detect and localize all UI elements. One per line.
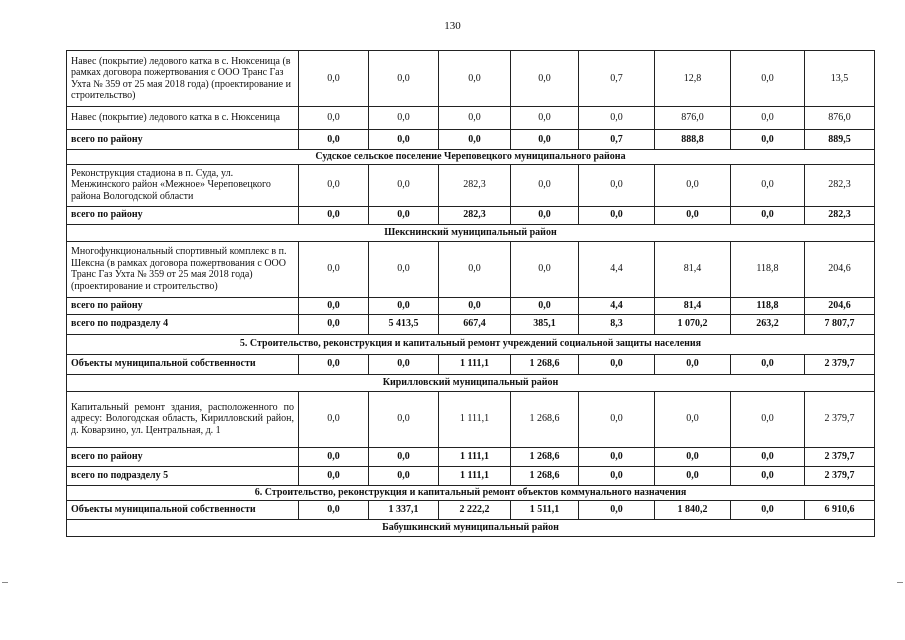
value-cell: 0,0 bbox=[511, 206, 579, 224]
section-header-row bbox=[67, 519, 875, 536]
value-cell: 0,0 bbox=[731, 354, 805, 374]
value-cell: 0,0 bbox=[369, 241, 439, 297]
value-cell: 0,0 bbox=[299, 500, 369, 519]
value-cell: 0,0 bbox=[299, 164, 369, 206]
table-row bbox=[67, 391, 875, 447]
value-cell: 282,3 bbox=[439, 206, 511, 224]
value-cell: 0,0 bbox=[579, 164, 655, 206]
value-cell: 8,3 bbox=[579, 314, 655, 334]
subtotal-row bbox=[67, 297, 875, 314]
value-cell: 0,0 bbox=[579, 466, 655, 485]
value-cell: 0,0 bbox=[299, 447, 369, 466]
value-cell: 12,8 bbox=[655, 51, 731, 107]
table-row bbox=[67, 51, 875, 107]
value-cell: 0,0 bbox=[579, 447, 655, 466]
value-cell: 4,4 bbox=[579, 297, 655, 314]
value-cell: 0,0 bbox=[439, 51, 511, 107]
table-row bbox=[67, 107, 875, 130]
value-cell: 0,0 bbox=[439, 297, 511, 314]
section-title: Бабушкинский муниципальный район bbox=[67, 519, 875, 536]
value-cell: 118,8 bbox=[731, 241, 805, 297]
value-cell: 0,0 bbox=[731, 51, 805, 107]
value-cell: 0,0 bbox=[369, 107, 439, 130]
section-header-row bbox=[67, 334, 875, 354]
row-label: Навес (покрытие) ледового катка в с. Нюксеница (в рамках договора пожертвования с ООО Транс Газ Ухта № 359 от 25 мая 2018 года) (проектирование и строительство) bbox=[67, 51, 299, 107]
row-label: всего по району bbox=[67, 297, 299, 314]
scan-edge-mark bbox=[897, 582, 903, 583]
row-label: всего по району bbox=[67, 206, 299, 224]
value-cell: 1 337,1 bbox=[369, 500, 439, 519]
value-cell: 1 111,1 bbox=[439, 466, 511, 485]
value-cell: 0,0 bbox=[731, 107, 805, 130]
total-cell: 6 910,6 bbox=[805, 500, 875, 519]
value-cell: 0,0 bbox=[655, 447, 731, 466]
value-cell: 0,0 bbox=[369, 466, 439, 485]
section-title: Кирилловский муниципальный район bbox=[67, 374, 875, 391]
value-cell: 0,0 bbox=[369, 297, 439, 314]
row-label: Навес (покрытие) ледового катка в с. Нюксеница bbox=[67, 107, 299, 130]
value-cell: 0,0 bbox=[299, 297, 369, 314]
value-cell: 0,0 bbox=[299, 130, 369, 150]
page-number: 130 bbox=[444, 20, 461, 32]
value-cell: 0,0 bbox=[369, 206, 439, 224]
value-cell: 0,0 bbox=[439, 107, 511, 130]
total-cell: 889,5 bbox=[805, 130, 875, 150]
value-cell: 0,7 bbox=[579, 130, 655, 150]
value-cell: 0,0 bbox=[369, 130, 439, 150]
total-cell: 7 807,7 bbox=[805, 314, 875, 334]
scan-edge-mark bbox=[2, 582, 8, 583]
budget-table bbox=[66, 50, 875, 537]
value-cell: 0,0 bbox=[299, 206, 369, 224]
value-cell: 0,0 bbox=[731, 447, 805, 466]
value-cell: 2 222,2 bbox=[439, 500, 511, 519]
value-cell: 0,0 bbox=[299, 314, 369, 334]
section-title: Шекснинский муниципальный район bbox=[67, 224, 875, 241]
value-cell: 0,0 bbox=[731, 130, 805, 150]
value-cell: 0,0 bbox=[655, 206, 731, 224]
value-cell: 0,0 bbox=[511, 241, 579, 297]
value-cell: 0,0 bbox=[369, 447, 439, 466]
value-cell: 0,7 bbox=[579, 51, 655, 107]
section-header-row bbox=[67, 224, 875, 241]
row-label: Многофункциональный спортивный комплекс в п. Шексна (в рамках договора пожертвования с ООО Транс Газ Ухта № 359 от 25 мая 2018 года) (проектирование и строительство) bbox=[67, 241, 299, 297]
section-title: Судское сельское поселение Череповецкого муниципального района bbox=[67, 150, 875, 165]
subtotal-row bbox=[67, 466, 875, 485]
table-row bbox=[67, 241, 875, 297]
value-cell: 0,0 bbox=[369, 164, 439, 206]
total-cell: 876,0 bbox=[805, 107, 875, 130]
section-header-row bbox=[67, 485, 875, 500]
value-cell: 5 413,5 bbox=[369, 314, 439, 334]
value-cell: 0,0 bbox=[579, 354, 655, 374]
value-cell: 4,4 bbox=[579, 241, 655, 297]
value-cell: 282,3 bbox=[439, 164, 511, 206]
total-cell: 2 379,7 bbox=[805, 354, 875, 374]
value-cell: 1 268,6 bbox=[511, 447, 579, 466]
row-label: Реконструкция стадиона в п. Суда, ул. Менжинского район «Межное» Череповецкого района Вологодской области bbox=[67, 164, 299, 206]
value-cell: 0,0 bbox=[299, 51, 369, 107]
table-row bbox=[67, 164, 875, 206]
value-cell: 0,0 bbox=[299, 466, 369, 485]
value-cell: 0,0 bbox=[299, 241, 369, 297]
value-cell: 1 511,1 bbox=[511, 500, 579, 519]
section-title: 6. Строительство, реконструкция и капитальный ремонт объектов коммунального назначения bbox=[67, 485, 875, 500]
value-cell: 888,8 bbox=[655, 130, 731, 150]
row-label: Объекты муниципальной собственности bbox=[67, 500, 299, 519]
value-cell: 0,0 bbox=[655, 354, 731, 374]
row-label: Объекты муниципальной собственности bbox=[67, 354, 299, 374]
total-cell: 204,6 bbox=[805, 297, 875, 314]
value-cell: 0,0 bbox=[731, 466, 805, 485]
total-cell: 2 379,7 bbox=[805, 391, 875, 447]
value-cell: 81,4 bbox=[655, 241, 731, 297]
value-cell: 118,8 bbox=[731, 297, 805, 314]
subtotal-row bbox=[67, 354, 875, 374]
value-cell: 0,0 bbox=[511, 51, 579, 107]
row-label: всего по подразделу 4 bbox=[67, 314, 299, 334]
value-cell: 0,0 bbox=[731, 500, 805, 519]
subtotal-row bbox=[67, 130, 875, 150]
value-cell: 0,0 bbox=[579, 107, 655, 130]
value-cell: 0,0 bbox=[579, 206, 655, 224]
value-cell: 1 111,1 bbox=[439, 391, 511, 447]
value-cell: 0,0 bbox=[655, 391, 731, 447]
value-cell: 1 840,2 bbox=[655, 500, 731, 519]
value-cell: 1 111,1 bbox=[439, 447, 511, 466]
value-cell: 1 268,6 bbox=[511, 391, 579, 447]
total-cell: 204,6 bbox=[805, 241, 875, 297]
value-cell: 0,0 bbox=[511, 164, 579, 206]
value-cell: 0,0 bbox=[369, 354, 439, 374]
value-cell: 0,0 bbox=[299, 391, 369, 447]
section-header-row bbox=[67, 150, 875, 165]
row-label: всего по району bbox=[67, 130, 299, 150]
value-cell: 0,0 bbox=[299, 107, 369, 130]
value-cell: 1 268,6 bbox=[511, 466, 579, 485]
value-cell: 0,0 bbox=[369, 391, 439, 447]
value-cell: 0,0 bbox=[369, 51, 439, 107]
value-cell: 876,0 bbox=[655, 107, 731, 130]
value-cell: 0,0 bbox=[731, 391, 805, 447]
total-cell: 13,5 bbox=[805, 51, 875, 107]
section-header-row bbox=[67, 374, 875, 391]
row-label: всего по району bbox=[67, 447, 299, 466]
value-cell: 0,0 bbox=[439, 241, 511, 297]
row-label: Капитальный ремонт здания, расположенного по адресу: Вологодская область, Кирилловский район, д. Коварзино, ул. Центральная, д. 1 bbox=[67, 391, 299, 447]
value-cell: 0,0 bbox=[511, 130, 579, 150]
subtotal-row bbox=[67, 206, 875, 224]
value-cell: 0,0 bbox=[511, 297, 579, 314]
subtotal-row bbox=[67, 447, 875, 466]
value-cell: 81,4 bbox=[655, 297, 731, 314]
subtotal-row bbox=[67, 314, 875, 334]
total-cell: 282,3 bbox=[805, 206, 875, 224]
value-cell: 667,4 bbox=[439, 314, 511, 334]
value-cell: 0,0 bbox=[655, 164, 731, 206]
total-cell: 2 379,7 bbox=[805, 466, 875, 485]
value-cell: 1 111,1 bbox=[439, 354, 511, 374]
value-cell: 0,0 bbox=[439, 130, 511, 150]
value-cell: 0,0 bbox=[731, 164, 805, 206]
value-cell: 0,0 bbox=[511, 107, 579, 130]
section-title: 5. Строительство, реконструкция и капитальный ремонт учреждений социальной защиты населения bbox=[67, 334, 875, 354]
value-cell: 0,0 bbox=[579, 500, 655, 519]
total-cell: 2 379,7 bbox=[805, 447, 875, 466]
value-cell: 385,1 bbox=[511, 314, 579, 334]
value-cell: 0,0 bbox=[731, 206, 805, 224]
value-cell: 263,2 bbox=[731, 314, 805, 334]
subtotal-row bbox=[67, 500, 875, 519]
value-cell: 0,0 bbox=[655, 466, 731, 485]
value-cell: 0,0 bbox=[299, 354, 369, 374]
value-cell: 0,0 bbox=[579, 391, 655, 447]
row-label: всего по подразделу 5 bbox=[67, 466, 299, 485]
value-cell: 1 268,6 bbox=[511, 354, 579, 374]
value-cell: 1 070,2 bbox=[655, 314, 731, 334]
total-cell: 282,3 bbox=[805, 164, 875, 206]
